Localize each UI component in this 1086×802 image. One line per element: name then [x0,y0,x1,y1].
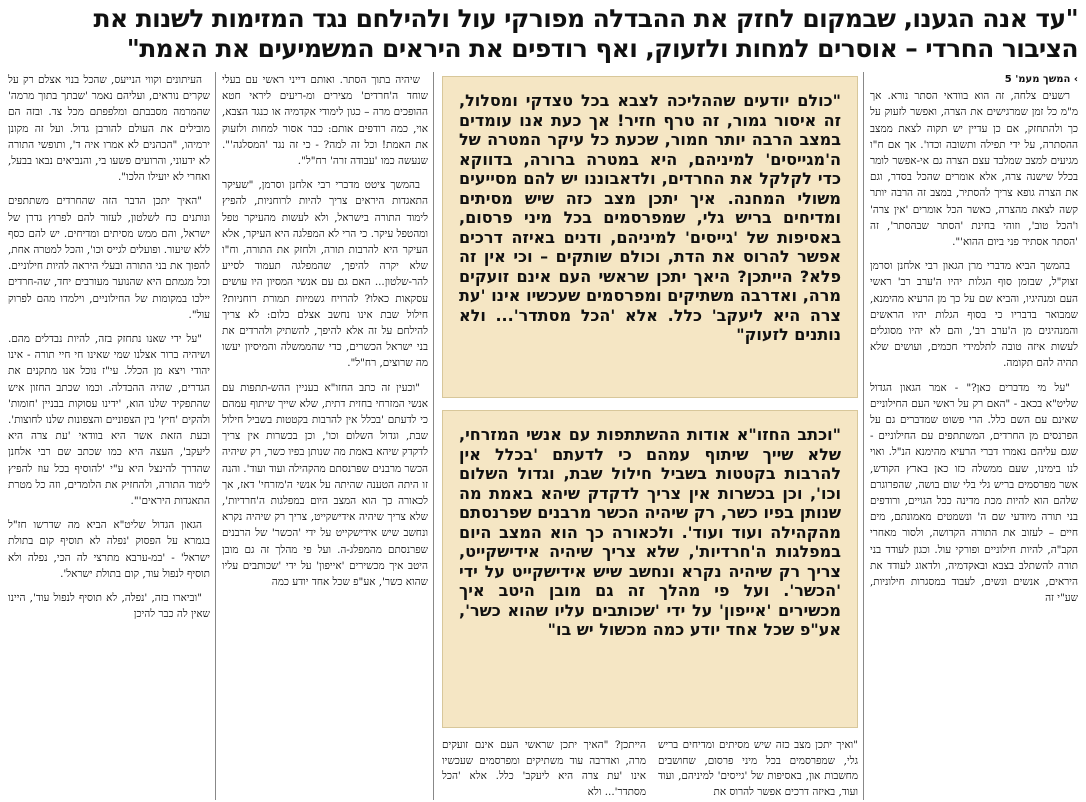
paragraph: העיתונים וקווי הנייעס, שהכל בנוי אצלם רק על שקרים נוראים, ועליהם נאמר 'שבתך בתוך מרמה' שהמרמה מסבבתם ומלפפתם מכל צד. ובזה הם מובילים את העולם להורבן גדול. ועל זה מקונן ירמיהו, "הכהנים לא אמרו איה ד', ותופשי התורה לא ידעוני, והרועים פשעו בי, והנביאים נבאו בבעל, ואחרי לא יועילו הלכו". [8,74,210,184]
headline-line-1: "עד אנה הגענו, שבמקום לחזק את ההבדלה מפורקי עול ולהילחם נגד המזימות לשנות את [93,4,1078,33]
column-divider [433,72,434,800]
pull-quote-top [442,76,858,398]
article-column-left [8,72,210,800]
article-column-middle [222,72,428,800]
bottom-column-right [658,738,858,800]
jump-label: › המשך מעמ' 5 [1004,74,1078,85]
paragraph: בהמשך ציטט מדברי רבי אלחנן וסרמן, "שעיקר התאגדות היראים צריך להיות לרוחניות, להפיץ לימוד התורה בישראל, ולא לעשות מהעיקר טפל ומהטפל עיקר. כי הרי לא המפלגה היא העיקר, אלא העיקר היא להרבות תורה, ולחזק את התורה, וח"ו שלא יקרה להיפך, שהמפלגה תעמוד לסייע להר-שלטון... האם גם עם אנשי המסיון היו עושים עסקאות כאלו? להרויח גשמיות תמורת רוחניות? חילול שבת אינו נחשב אצלם כלום: לא צריך להילחם על זה אלא להיפך, להשתיק ולהרדים את בני ישראל הכשרים, כדי שהממשלה והמיסיון יעשו מה שרוצים, רח"ל". [222,179,428,370]
paragraph: "על מי מדברים כאן?" - אמר הגאון הגדול שליט"א בכאב - "האם רק על ראשי העם החילוניים שאינם עם השם כלל. הרי פשוט שמדברים גם על הפרנסים מן החרדים, המשתתפים עם החילוניים - שגם עליהם נאמרו דברי הרעיא מהימנא הנ"ל. ואוי לנו בימינו, שעם ממשלה כזו כאן בארץ הקודש, אשר מפרסמים בריש גלי בלי שום בושה, שהפרוגרם שלהם הוא להיות מכת מדינה ככל הגויים, ורודפים בני תורה מיודעי שם ה' ונשמטים מאמונתם, מים חיים – לעזוב את התורה הקדושה, ולסור מאחרי הקב"ה, להיות חילוניים ופורקי עול. וכגון לעודד בני תורה להשתלב בצבא ובאקדמיה, ולדאוג לעודד את היראים, אנשים ונשים, לעבוד במסגרות חילוניות, שע"י זה [870,381,1078,605]
paragraph: "ואיך יתכן מצב כזה שיש מסיתים ומדיחים בריש גלי, שמפרסמים בכל מיני פרסום, שחושבים מחשבות און, באסיפות של 'גייסים' למיניהם, ועוד ועוד, באיזה דרכים אפשר להרוס את [658,739,858,798]
pull-quote-text: "וכתב החזו"א אודות ההשתתפות עם אנשי המזרחי, שלא שייך שיתוף עמהם כי לדעתם 'בכלל אין להרבות בקטטות בשביל חילול שבת, וגדול השלום וכו', וכן בכשרות אין צריך לדקדק שיהא באמת מה שנותן בפיו כשר, רק שיהיה הכשר מרבנים שפרנסתם מהקהילה ועוד ועוד'. ולכאורה כך הוא המצב היום במפלגות ה'חרדיות', שלא צריך שיהיה אידישקייט, צריך רק שיהיה נקרא ונחשב שיש אידישקייט על ידי 'הכשר'. ועל פי מהלך זה גם מובן היטב איך מכשירים 'אייפון' על ידי 'שכותבים עליו שהוא כשר', אע"פ שכל אחד יודע כמה מכשול יש בו" [459,425,841,639]
article-column-right [870,72,1078,800]
headline-line-2: הציבור החרדי – אוסרים למחות ולזעוק, ואף רודפים את היראים המשמיעים את האמת" [126,34,1078,63]
paragraph: "על ידי שאנו נתחזק בזה, להיות נבדלים מהם. ושיהיה ברור אצלנו שמי שאינו חי חיי תורה - אינו יהודי ויצא מן הכלל. עי"ז נוכל אנו מתקנים את הגדרים, שהיה ההבדלה. וכמו שכתב החזון איש שהתפקיד שלנו הוא, 'ידינו עסוקות בבניין 'חומות' ולהקים 'חיץ' בין הצפוניים והצפונות שלנו לחוצות'. ובעת הזאת אשר היא בוודאי 'עת צרה היא ליעקב', העצה היא כמו שכתב שם רבי אלחנן שהדרך להינצל היא ע"י 'להוסיף בכל עוז להפיץ לימוד התורה, ולהחזיק את הלומדים, וזה כל מטרת התאגדות היראים'". [8,333,210,508]
bottom-column-left [442,738,646,800]
paragraph: "וכעין זה כתב החזו"א בעניין ההש-תתפות עם אנשי המזרחי בחזית דתית, שלא שייך שיתוף עמהם כי לדעתם 'בכלל אין להרבות בקטטות בשביל חילול שבת, וגדול השלום וכו', וכן בכשרות אין צריך לדקדק שיהא באמת מה שנותן בפיו כשר, רק שיהיה הכשר מרבנים שפרנסתם מהקהילה ועוד ועוד'. והנה זו היתה הטענה שהיתה על אנשי ה'מזרחי' דאז, אך לכאורה כך הוא המצב היום במפלגות ה'חרדיות', שלא צריך שיהיה אידישקייט, צריך רק שיהיה נקרא ונחשב שיש אידישקייט על ידי 'הכשר' של הרבנים שפרנסתם מהמפלג-ה. ועל פי מהלך זה גם מובן היטב איך מכשירים 'אייפון' על ידי 'שכותבים עליו שהוא כשר', אע"פ שכל אחד יודע כמה [222,381,428,589]
headline [8,4,1078,64]
paragraph: בהמשך הביא מדברי מרן הגאון רבי אלחנן וסרמן זצוק"ל, שבזמן סוף הגלות יהיו ה'ערב רב' ראשי העם ומנהיגיו, והביא שם על כך מן הרעיא מהימנא, שמבואר בדבריו כי בסוף הגלות יהיו הראשים והמנהיגים מן ה'ערב רב', והם לא יהיו מסוגלים לעשות איזה טובה לתלמידי חכמים, ועושים שלא תהיה להם תקומה. [870,260,1078,370]
column-divider [215,72,216,800]
paragraph: שיהיה בתוך הסתר. ואותם דייני ראשי עם בעלי שוחד ה'חרדים' מצירים ומ-ריעים ליראי חטא ההופכים מרה – כגון לימודי אקדמיה או כנגד הצבא, אוי, כמה רודפים אותם: כבר אסור למחות ולזעוק את האמת! וכל זה למה? - כי זה נגד 'המסלגה'". שנעשה כמו 'עבודה זרה' רח"ל". [222,74,428,168]
paragraph: הגאון הגדול שליט"א הביא מה שדרשו חז"ל בגמרא על הפסוק 'נפלה לא תוסיף קום בתולת ישראל' - 'במ-ערבא מתרצי לה הכי, נפלה ולא תוסיף לנפול עוד, קום בתולת ישראל'. [8,519,210,580]
column-divider [863,72,864,800]
paragraph: רשעים צלחה, זה הוא בוודאי הסתר נורא. אך מ"מ כל זמן שמרגישים את הצרה, ואפשר לזעוק על כך ולהתחזק, אם כן עדיין יש תקוה לצאת ממצב ההסתרה, על ידי תפילה ותשובה וכדו'. אך אם ח"ו מגיעים למצב שמלבד עצם הצרה גם אי-אפשר לומר בכלל שישנה צרה, אלא אומרים שהכל בסדר, וגם את הצרה גופא צריך להסתיר, במצב זה הרבה יותר קשה לצאת מהצרה, כאשר הכל אומרים 'אין צרה' ו'הכל טוב', וזוהי בחינת 'הסתר שבהסתר', זה 'הסתר אסתיר פני ביום ההוא'". [870,90,1078,249]
paragraph: "האיך יתכן הדבר הזה שהחרדים משתתפים ונותנים כח לשלטון, לעזור להם לפרוץ גדרן של ישראל, והם ממש מסיתים ומדיחים. יש להם כסף ללא שיעור. ופועלים לגייס וכו', והכל למטרה אחת, להפוך את בני התורה ובעלי היראה להיות חילוניים. וכל מגמתם היא שהנוער מעורבים יחד, שה-חרדים יילכו במקומות של החילוניים, וילמדו מהם לפרוק עול". [8,195,210,321]
paragraph: הייתכן? "האיך יתכן שראשי העם אינם זועקים מרה, ואדרבה עוד משתיקים ומפרסמים שעכשיו אינו 'עת צרה היא ליעקב' כלל. אלא 'הכל מסתדר'... ולא [442,739,646,798]
pull-quote-text: "כולם יודעים שההליכה לצבא בכל טצדקי ומסלול, זה איסור גמור, זה טרף חזיר! אך כעת אנו עומדים במצב הרבה יותר חמור, שכעת כל עיקר המטרה של ה'מגייסים' למיניהם, היא במטרה ברורה, בדווקא כדי לקלקל את החרדים, ולדאבוננו יש להם מסייעים משולי המחנה. איך יתכן מצב כזה שיש מסיתים ומדיחים בריש גלי, שמפרסמים בכל מיני פרסום, באסיפות של 'גייסים' למיניהם, ודנים באיזה דרכים אפשר להרוס את הדת, וכולם שותקים – וכי אין זה פלא? הייתכן? היאך יתכן שראשי העם אינם זועקים מרה, ואדרבה משתיקים ומפרסמים שעכשיו אינו 'עת צרה היא ליעקב' כלל. אלא 'הכל מסתדר'... ולא נותנים לזעוק" [459,91,841,344]
pull-quote-bottom [442,410,858,728]
paragraph: "וביארו בזה, 'נפלה, לא תוסיף לנפול עוד', היינו שאין לה כבר להיכן [8,592,210,621]
